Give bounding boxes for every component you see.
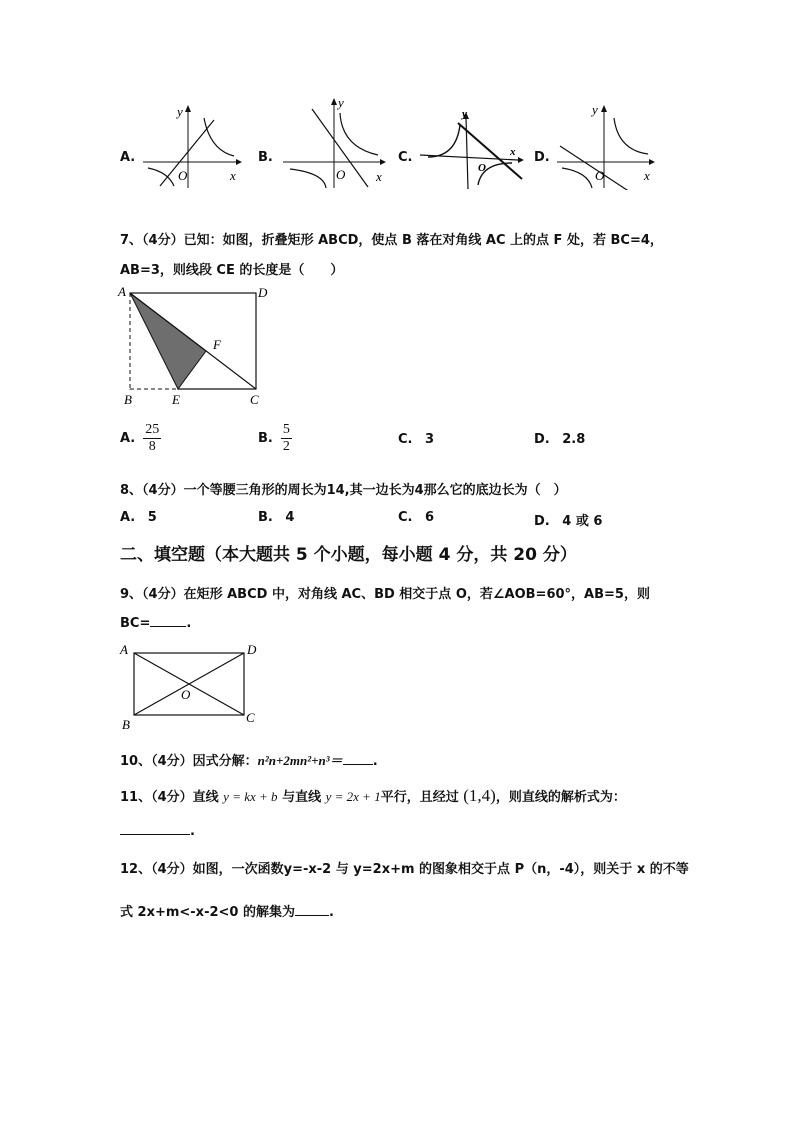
q6-option-a-label[interactable]: A. (120, 150, 136, 165)
graph-b-y-label: y (338, 95, 344, 110)
graph-a-x-label: x (230, 168, 236, 183)
q7-option-b-label: B. (258, 431, 273, 446)
q10-expression: n²n+2mn²+n³＝ (257, 753, 343, 768)
q6-graph-b (278, 95, 393, 190)
q7-label-d: D (258, 285, 268, 300)
q7-label-b: B (124, 392, 132, 407)
q7-label-f: F (213, 337, 221, 352)
q9-figure (118, 640, 268, 735)
q11-line1-expr: y = kx + b (223, 789, 278, 804)
q10-prefix: 10、（4分）因式分解： (120, 754, 258, 769)
q8-option-c[interactable] (398, 510, 434, 525)
q9-label-c: C (246, 710, 255, 725)
q7-option-a-fraction (143, 422, 161, 455)
q8-option-c-value: 6 (425, 510, 435, 525)
q6-graph-a (138, 100, 248, 190)
q11-answer-line (120, 822, 195, 839)
q7-option-d-value: 2.8 (562, 432, 586, 447)
q7-stem-line1: 7、（4分）已知：如图，折叠矩形 ABCD，使点 B 落在对角线 AC 上的点 F 处，若 BC=4， (120, 233, 663, 248)
q8-option-b-value: 4 (285, 510, 295, 525)
q7-b-denominator: 2 (282, 439, 290, 454)
q7-options-row (0, 418, 794, 462)
q8-option-b-label: B. (258, 510, 273, 525)
graph-c-x-label: x (510, 146, 516, 158)
q6-option-d-label[interactable]: D. (534, 150, 550, 165)
q11-suffix: ，则直线的解析式为： (495, 790, 626, 805)
q11-prefix: 11、（4分）直线 (120, 790, 219, 805)
q9-answer-blank[interactable] (150, 614, 186, 627)
graph-c-y-label: y (462, 108, 467, 120)
q8-option-d[interactable] (534, 510, 602, 529)
q8-stem: 8、（4分）一个等腰三角形的周长为14,其一边长为4那么它的底边长为（ ） (120, 483, 567, 498)
graph-a-origin-label: O (178, 168, 188, 183)
q7-option-b-fraction (281, 422, 292, 455)
q9-suffix: . (186, 616, 192, 631)
graph-d-y-label: y (592, 102, 598, 117)
q7-label-a: A (118, 284, 126, 299)
q7-option-d-label: D. (534, 432, 550, 447)
q7-option-c[interactable] (398, 432, 434, 447)
q9-label-b: B (122, 717, 130, 732)
q10-stem (120, 750, 378, 769)
q7-option-a[interactable] (120, 422, 161, 455)
graph-d-x-label: x (644, 168, 650, 183)
q11-stem (120, 786, 626, 806)
section2-title: 二、填空题（本大题共 5 个小题，每小题 4 分，共 20 分） (120, 545, 577, 565)
q7-stem-line2: AB=3，则线段 CE 的长度是（ ） (120, 263, 344, 278)
graph-d-origin-label: O (595, 168, 605, 183)
q7-option-b[interactable] (258, 422, 292, 455)
q8-option-d-label: D. (534, 514, 550, 529)
q6-options-row (0, 95, 794, 195)
q12-prefix: 式 2x+m<-x-2<0 的解集为 (120, 905, 295, 920)
q8-option-d-value: 4 或 6 (562, 514, 603, 529)
q7-b-numerator: 5 (282, 422, 290, 437)
q11-mid2: 平行，且经过 (380, 790, 459, 805)
q7-option-c-label: C. (398, 432, 413, 447)
q7-label-e: E (172, 392, 180, 407)
q8-option-a[interactable] (120, 510, 157, 525)
q7-a-numerator: 25 (145, 422, 160, 437)
q8-option-b[interactable] (258, 510, 294, 525)
q9-label-d: D (247, 642, 257, 657)
q7-label-c: C (250, 392, 259, 407)
q9-prefix: BC= (120, 616, 151, 631)
q11-line2-expr: y = 2x + 1 (325, 789, 381, 804)
q10-answer-blank[interactable] (343, 752, 373, 765)
q9-label-a: A (120, 642, 128, 657)
q7-option-c-value: 3 (425, 432, 435, 447)
q6-option-b-label[interactable]: B. (258, 150, 273, 165)
q8-options-row (0, 510, 794, 528)
q12-answer-blank[interactable] (295, 903, 329, 916)
q7-a-denominator: 8 (148, 439, 156, 454)
q7-figure (116, 283, 276, 408)
graph-b-origin-label: O (336, 167, 346, 182)
q11-answer-blank[interactable] (120, 822, 190, 835)
q12-stem-line1: 12、（4分）如图，一次函数y=-x-2 与 y=2x+m 的图象相交于点 P（n，-4），则关于 x 的不等 (120, 862, 689, 877)
q8-option-a-value: 5 (147, 510, 157, 525)
q12-suffix: . (328, 905, 334, 920)
q10-suffix: . (372, 754, 378, 769)
q11-point: (1,4) (463, 786, 496, 805)
q11-end: . (190, 824, 195, 839)
graph-c-origin-label: O (478, 162, 486, 174)
graph-b-x-label: x (376, 169, 382, 184)
q8-option-c-label: C. (398, 510, 413, 525)
q6-option-c-label[interactable]: C. (398, 150, 413, 165)
q6-graph-c (418, 105, 530, 190)
q12-stem-line2 (120, 901, 334, 920)
q9-stem-line2 (120, 614, 191, 631)
q7-option-d[interactable] (534, 432, 585, 447)
q9-label-o: O (181, 687, 191, 702)
q9-stem-line1: 9、（4分）在矩形 ABCD 中，对角线 AC、BD 相交于点 O，若∠AOB=60°，AB=5，则 (120, 587, 650, 602)
graph-a-y-label: y (177, 104, 183, 119)
q7-option-a-label: A. (120, 431, 136, 446)
q8-option-a-label: A. (120, 510, 136, 525)
q11-mid: 与直线 (282, 790, 322, 805)
q6-graph-d (552, 100, 664, 190)
